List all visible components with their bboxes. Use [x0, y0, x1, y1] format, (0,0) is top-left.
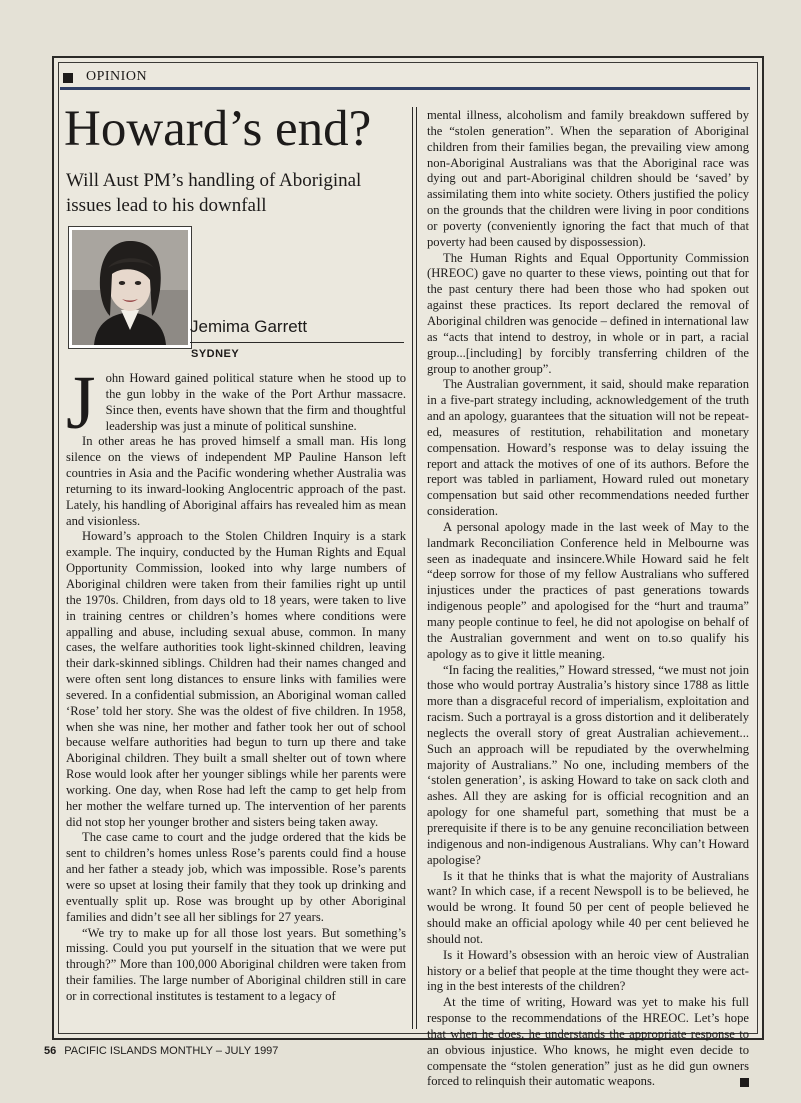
body-paragraph: A personal apology made in the last week of May to the landmark Reconciliation Conference held in Melbourne was seen as inadequate and insincere.While Howard said he felt “deep sorrow for those of my fellow Australians who suffered injustices under the practices of past generations towards indigenous people” and apologised for the “hurt and trauma” many people continue to feel, he did not apologise on behalf of the Australian government and went on to.so qualify his apology as to give it little meaning. — [427, 519, 749, 661]
headline: Howard’s end? — [64, 101, 372, 157]
final-paragraph — [427, 995, 749, 1090]
author-portrait-image — [72, 230, 188, 345]
continued-paragraph: mental illness, alcoholism and family breakdown suffered by the “stolen generation”. When the separation of Aboriginal children from their families began, the prevailing view among non-Aboriginal Australians was that the Aboriginal race was dying out and part-Aboriginal children should be ‘saved’ by assimilating them into white society. Others justified the policy on the grounds that the children were living in poor conditions or poverty (conveniently ignoring the fact that much of that poverty had been caused by dispossession). — [427, 108, 749, 249]
page-number: 56 — [44, 1045, 57, 1057]
final-paragraph-text: At the time of writing, Howard was yet to make his full response to the recommendations of the HREOC. Let’s hope that when he does, he understands the appropriate response to an obvious injustice. Who knows, he might even decide to compensate the “stolen generation” just as he did gun owners forced to relinquish their automatic weapons. — [427, 995, 749, 1089]
lead-paragraph — [66, 361, 406, 445]
dateline: SYDNEY — [191, 348, 240, 360]
body-paragraph: Howard’s approach to the Stolen Children Inquiry is a stark example. The inquiry, conducted by the Human Rights and Equal Opportunity Commission, looked into why large numbers of Aboriginal children were taken from their families right up until the 1970s. Children, from days old to 18 years, were taken to live in training centres or children’s homes where conditions were appalling and abuse, including sexual abuse, common. In many cases, the welfare authorities took light-skinned children, leaving their dark-skinned siblings. Children had their names changed and were often sent long distances to ensure links with families were severed. In a confidential submission, an Aboriginal woman called ‘Rose’ told her story. She was the oldest of five children. In 1958, when she was nine, her mother and father took her out of school because welfare authorities had begun to turn up there and take Aboriginal children. They built a small shelter out of town where Rose would look after her younger siblings while her parents were working. One day, when Rose had left the camp to get help from her mother the welfare turned up. The intervention of her parents did not stop her younger brother and sisters being taken away. — [66, 529, 406, 829]
byline-rule — [190, 342, 404, 343]
publication-line: PACIFIC ISLANDS MONTHLY – JULY 1997 — [64, 1045, 279, 1057]
page-footer — [44, 1045, 278, 1057]
body-paragraph: In other areas he has proved himself a small man. His long silence on the views of independent MP Pauline Hanson left countries in Asia and the Pacific wondering whether Australia was returning to its inward-looking Anglocentric approach of the past. Lately, his handling of Aboriginal affairs has revealed him as mean and visionless. — [66, 434, 406, 528]
body-paragraph: “In facing the realities,” Howard stressed, “we must not join those who would portray Australia’s history since 1788 as little more than a disgraceful record of imperialism, exploitation and racism. Such a portrayal is a gross distortion and it deliberately neglects the overall story of great Australian achievement... Such an approach will be repudiated by the overwhelming majority of Australians.” No one, including members of the ‘stolen generation’, is asking Howard to take on sack cloth and ashes. All they are asking for is official recognition and an apology for one shameful part, something that must be a prerequisite if there is to be any genuine reconciliation between indigenous and non-indigenous Australians. Why can’t Howard apologise? — [427, 662, 749, 867]
author-photo — [68, 226, 192, 349]
body-paragraph: Is it Howard’s obsession with an heroic view of Australian history or a belief that people at the time thought they were acting in the best interests of the children? — [427, 947, 749, 994]
body-paragraph: Is it that he thinks that is what the majority of Australians want? In which case, if a recent Newspoll is to be believed, he would be wrong. It found 50 per cent of people believed he should make an official apology while 40 per cent believed he should not. — [427, 868, 749, 946]
body-paragraph: “We try to make up for all those lost years. But something’s missing. Could you put yourself in the situation that we were put through?” More than 100,000 Aboriginal children were taken from their families. The large number of Aboriginal children still in care or in correctional institutes is testament to a legacy of — [66, 925, 406, 1003]
left-column — [66, 361, 406, 1005]
subheadline: Will Aust PM’s handling of Aboriginal issues lead to his downfall — [66, 170, 362, 216]
square-bullet-icon — [63, 73, 73, 83]
body-paragraph: The case came to court and the judge ordered that the kids be sent to children’s homes unless Rose’s parents could find a house and her father a steady job, which was impossible. Rose’s parents were so upset at losing their family that they took up drinking and eventually split up. Rose was brought up by other Aboriginal families and didn’t see all her siblings for 27 years. — [66, 830, 406, 924]
author-byline: Jemima Garrett — [190, 317, 308, 336]
body-paragraph: The Australian government, it said, should make reparation in a five-part strategy including, acknowledgement of the truth and an apology, guarantees that the situation will not be repeated, measures of restitution, rehabilitation and monetary compensation. Howard’s response was to delay issuing the report and attack the motives of one of its authors. Before the report was tabled in parliament, Howard ruled out monetary compensation but said other recommendations needed further consideration. — [427, 377, 749, 519]
column-divider — [412, 107, 413, 1029]
drop-cap: J — [66, 361, 96, 445]
section-header — [60, 69, 750, 90]
section-label: OPINION — [86, 69, 148, 84]
body-paragraph: The Human Rights and Equal Opportunity Commission (HREOC) gave no quarter to these views, pointing out that for the past century there had been those who had spoken out against these practices. Its report declared the removal of Aboriginal children was genocide – defined in international law as “acts that intend to destroy, in whole or in part, a racial group...[including] by forcibly transferring children of the group to another group”. — [427, 250, 749, 376]
end-square-icon — [740, 1078, 749, 1087]
right-column — [427, 108, 749, 1090]
lead-text: ohn Howard gained political stature when he stood up to the gun lobby in the wake of the Port Arthur massacre. Since then, events have shown that the firm and thoughtful leadership was just a minute of political sunshine. — [105, 371, 406, 433]
column-divider — [416, 107, 417, 1029]
